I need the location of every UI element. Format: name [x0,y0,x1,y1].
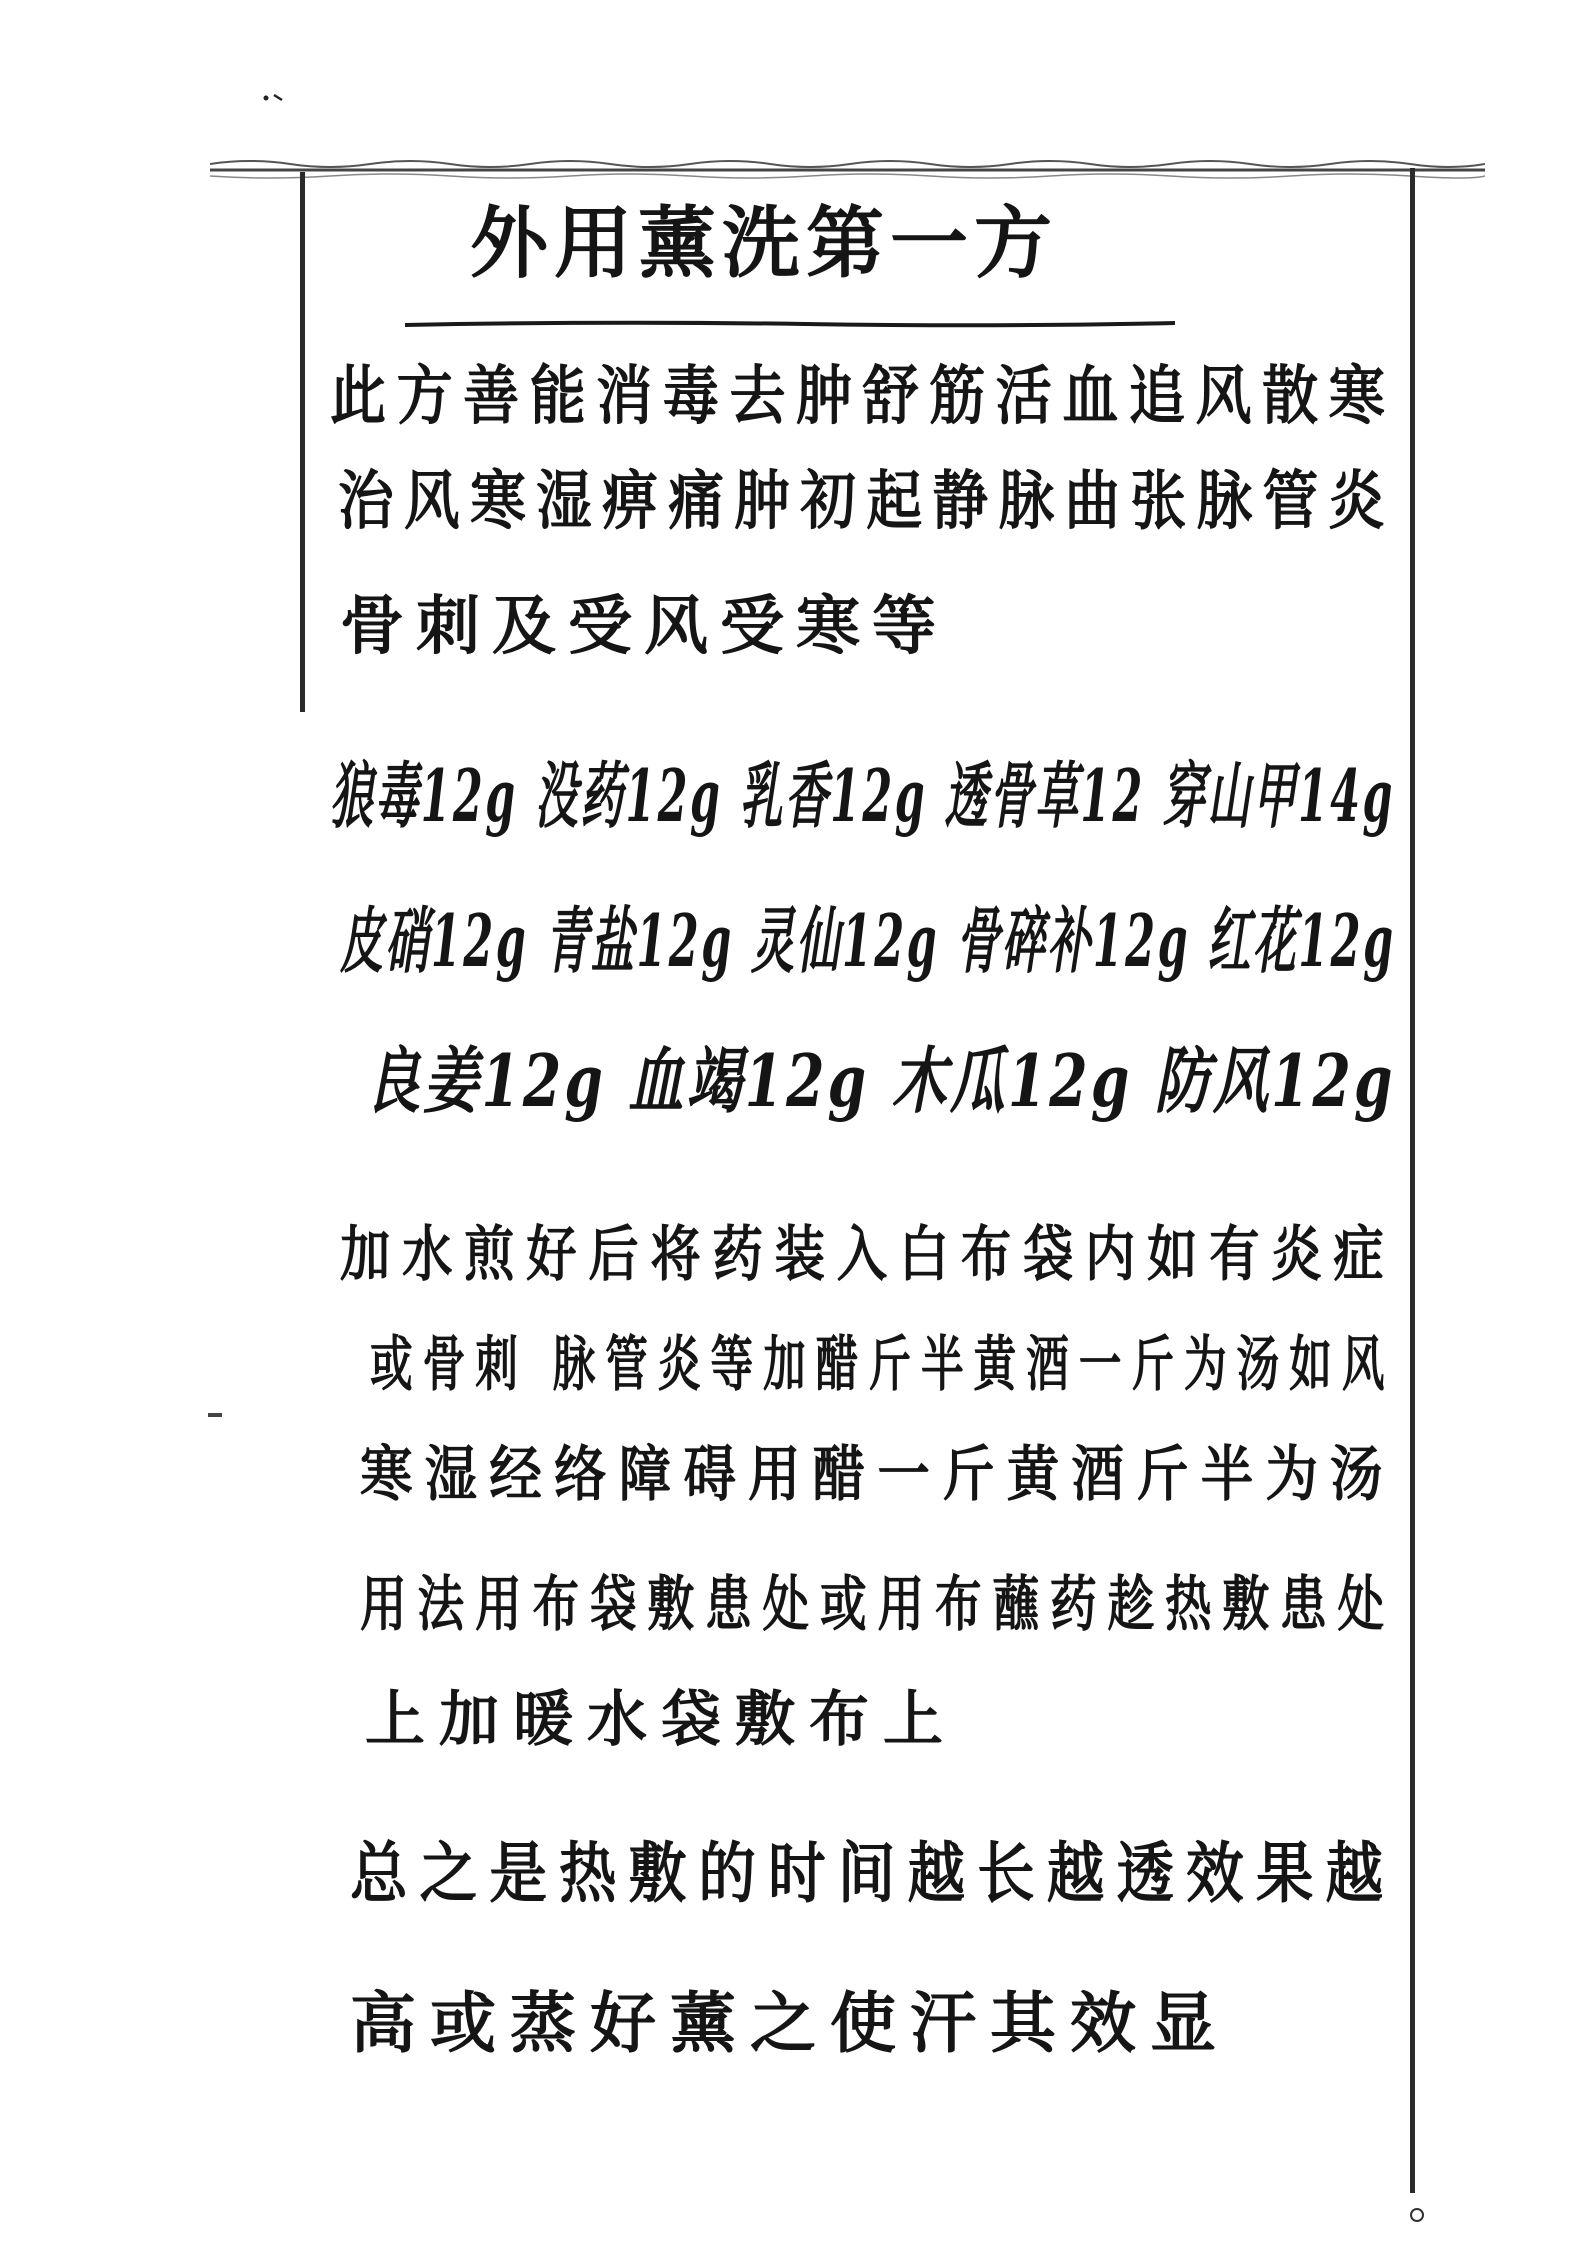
indication-line-3: 骨刺及受风受寒等 [340,589,948,664]
method-line-4: 用法用布袋敷患处或用布蘸药趁热敷患处 [360,1570,1395,1640]
corner-ink-mark [262,92,286,102]
indication-line-2: 治风寒湿痹痛肿初起静脉曲张脉管炎 [338,464,1395,539]
method-line-3: 寒湿经络障碍用醋一斤黄酒斤半为汤 [360,1440,1395,1510]
scroll-top-rod [210,152,1485,188]
herb-line-2: 皮硝12g 青盐12g 灵仙12g 骨碎补12g 红花12g [340,898,1396,983]
closing-line-2: 高或蒸好薰之使汗其效显 [350,1984,1230,2062]
method-line-1: 加水煎好后将药装入白布袋内如有炎症 [340,1220,1396,1290]
title-underline [405,320,1175,328]
indication-line-1: 此方善能消毒去肿舒筋活血追风散寒 [330,359,1396,434]
herb-line-3: 良姜12g 血竭12g 木瓜12g 防风12g [365,1038,1396,1123]
scroll-right-edge [1410,168,1415,2193]
stray-ink-mark [208,1413,222,1417]
method-line-2: 或骨刺 脉管炎等加醋斤半黄酒一斤为汤如风 [370,1330,1395,1400]
scroll-bottom-ring [1410,2208,1424,2222]
method-line-5: 上加暖水袋敷布上 [365,1685,957,1755]
scroll-left-edge [300,172,305,712]
page-title: 外用薰洗第一方 [470,198,1059,289]
herb-line-1: 狼毒12g 没药12g 乳香12g 透骨草12 穿山甲14g [330,753,1395,838]
closing-line-1: 总之是热敷的时间越长越透效果越 [350,1834,1396,1912]
